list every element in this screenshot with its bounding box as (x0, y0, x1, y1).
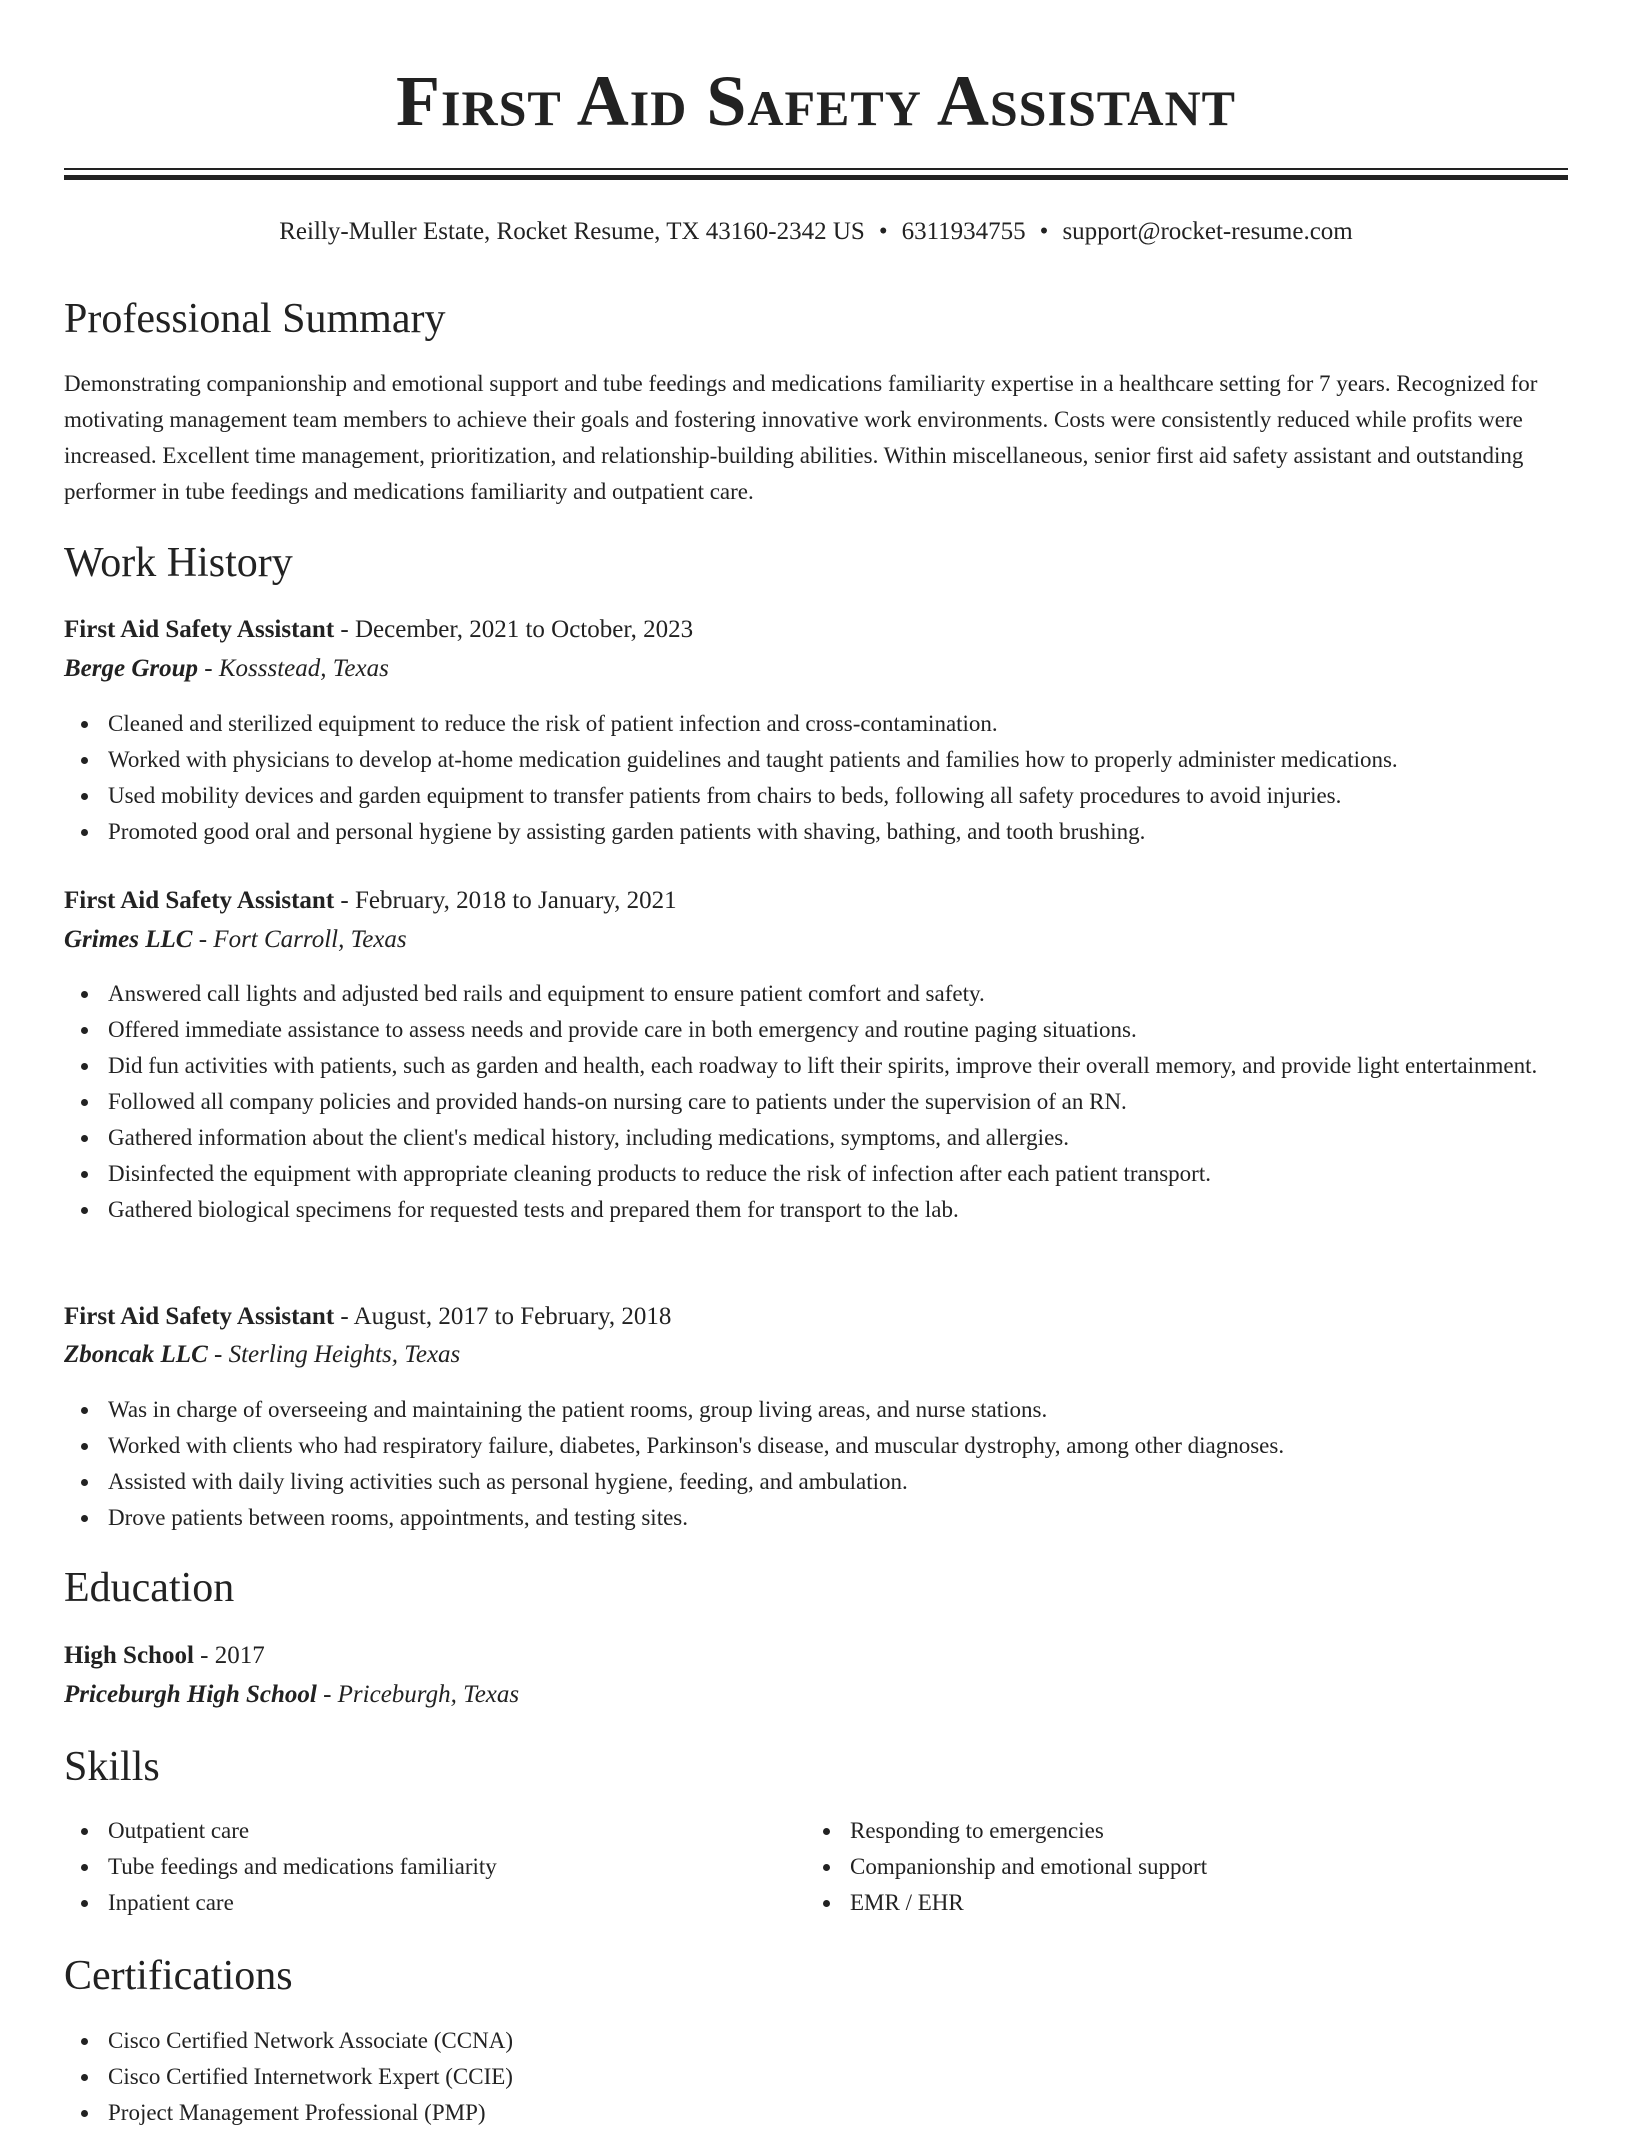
skill-item: Companionship and emotional support (806, 1849, 1632, 1885)
education-year: - 2017 (193, 1642, 265, 1669)
skill-item: Responding to emergencies (806, 1813, 1632, 1849)
skill-item: Outpatient care (64, 1813, 1568, 1849)
list-item: Used mobility devices and garden equipment to transfer patients from chairs to beds, following all safety procedures to avoid injuries. (64, 778, 1568, 814)
job-dates: - August, 2017 to February, 2018 (334, 1303, 672, 1330)
skills-list-right (806, 1813, 1632, 1921)
job-title: First Aid Safety Assistant (64, 616, 335, 643)
certifications-heading: Certifications (64, 1953, 293, 1999)
list-item: Worked with clients who had respiratory failure, diabetes, Parkinson's disease, and muscular dystrophy, among other diagnoses. (64, 1428, 1568, 1464)
education-heading: Education (64, 1565, 235, 1611)
job-bullets (64, 976, 1568, 1228)
resume-title: First Aid Safety Assistant (396, 61, 1236, 141)
job-company: Grimes LLC (64, 926, 193, 953)
job-title: First Aid Safety Assistant (64, 887, 335, 914)
job-title: First Aid Safety Assistant (64, 1303, 335, 1330)
list-item: Did fun activities with patients, such as garden and health, each roadway to lift their spirits, improve their overall memory, and provide light entertainment. (64, 1048, 1568, 1084)
certification-item: Project Management Professional (PMP) (64, 2095, 1568, 2131)
job-company: Berge Group (64, 655, 199, 682)
certifications-list (64, 2023, 1568, 2131)
list-item: Gathered biological specimens for requested tests and prepared them for transport to the lab. (64, 1192, 1568, 1228)
list-item: Offered immediate assistance to assess needs and provide care in both emergency and routine paging situations. (64, 1012, 1568, 1048)
list-item: Followed all company policies and provided hands-on nursing care to patients under the supervision of an RN. (64, 1084, 1568, 1120)
title-divider-thin (64, 168, 1568, 170)
job-company-line (64, 922, 407, 958)
list-item: Worked with physicians to develop at-home medication guidelines and taught patients and families how to properly administer medications. (64, 742, 1568, 778)
list-item: Was in charge of overseeing and maintaining the patient rooms, group living areas, and nurse stations. (64, 1392, 1568, 1428)
education-location: - Priceburgh, Texas (316, 1681, 520, 1708)
job-company-line (64, 651, 389, 687)
job-title-line (64, 1299, 671, 1335)
contact-address: Reilly-Muller Estate, Rocket Resume, TX 43160-2342 US (279, 218, 865, 245)
education-school-line (64, 1677, 519, 1713)
contact-email: support@rocket-resume.com (1062, 218, 1353, 245)
list-item: Promoted good oral and personal hygiene by assisting garden patients with shaving, bathing, and tooth brushing. (64, 814, 1568, 850)
list-item: Disinfected the equipment with appropriate cleaning products to reduce the risk of infection after each patient transport. (64, 1156, 1568, 1192)
job-title-line (64, 612, 693, 648)
skills-heading: Skills (64, 1744, 160, 1790)
contact-line (0, 212, 1632, 252)
certification-item: Cisco Certified Internetwork Expert (CCIE) (64, 2059, 1568, 2095)
contact-separator: • (878, 218, 888, 245)
summary-heading: Professional Summary (64, 296, 446, 342)
job-dates: - February, 2018 to January, 2021 (334, 887, 677, 914)
contact-separator: • (1039, 218, 1049, 245)
skill-item: Inpatient care (64, 1885, 1568, 1921)
title-divider-thick (64, 175, 1568, 180)
list-item: Gathered information about the client's medical history, including medications, symptoms, and allergies. (64, 1120, 1568, 1156)
list-item: Answered call lights and adjusted bed rails and equipment to ensure patient comfort and safety. (64, 976, 1568, 1012)
job-dates: - December, 2021 to October, 2023 (334, 616, 694, 643)
skill-item: Tube feedings and medications familiarity (64, 1849, 1568, 1885)
skill-item: EMR / EHR (806, 1885, 1632, 1921)
work-history-heading: Work History (64, 540, 293, 586)
list-item: Cleaned and sterilized equipment to reduce the risk of patient infection and cross-contamination. (64, 706, 1568, 742)
job-location: - Kossstead, Texas (198, 655, 389, 682)
job-location: - Fort Carroll, Texas (192, 926, 407, 953)
job-company: Zboncak LLC (64, 1341, 208, 1368)
list-item: Assisted with daily living activities such as personal hygiene, feeding, and ambulation. (64, 1464, 1568, 1500)
job-location: - Sterling Heights, Texas (207, 1341, 461, 1368)
education-degree-line (64, 1638, 265, 1674)
job-title-line (64, 883, 677, 919)
job-bullets (64, 706, 1568, 850)
contact-phone: 6311934755 (901, 218, 1026, 245)
education-school: Priceburgh High School (64, 1681, 317, 1708)
list-item: Drove patients between rooms, appointments, and testing sites. (64, 1500, 1568, 1536)
certification-item: Cisco Certified Network Associate (CCNA) (64, 2023, 1568, 2059)
job-bullets (64, 1392, 1568, 1536)
job-company-line (64, 1337, 460, 1373)
education-degree: High School (64, 1642, 194, 1669)
summary-text: Demonstrating companionship and emotional support and tube feedings and medications familiarity expertise in a healthcare setting for 7 years. Recognized for motivating management team members to achieve their goals and fostering innovative work environments. Costs were consistently reduced while profits were increased. Excellent time management, prioritization, and relationship-building abilities. Within miscellaneous, senior first aid safety assistant and outstanding performer in tube feedings and medications familiarity and outpatient care. (64, 371, 1538, 504)
